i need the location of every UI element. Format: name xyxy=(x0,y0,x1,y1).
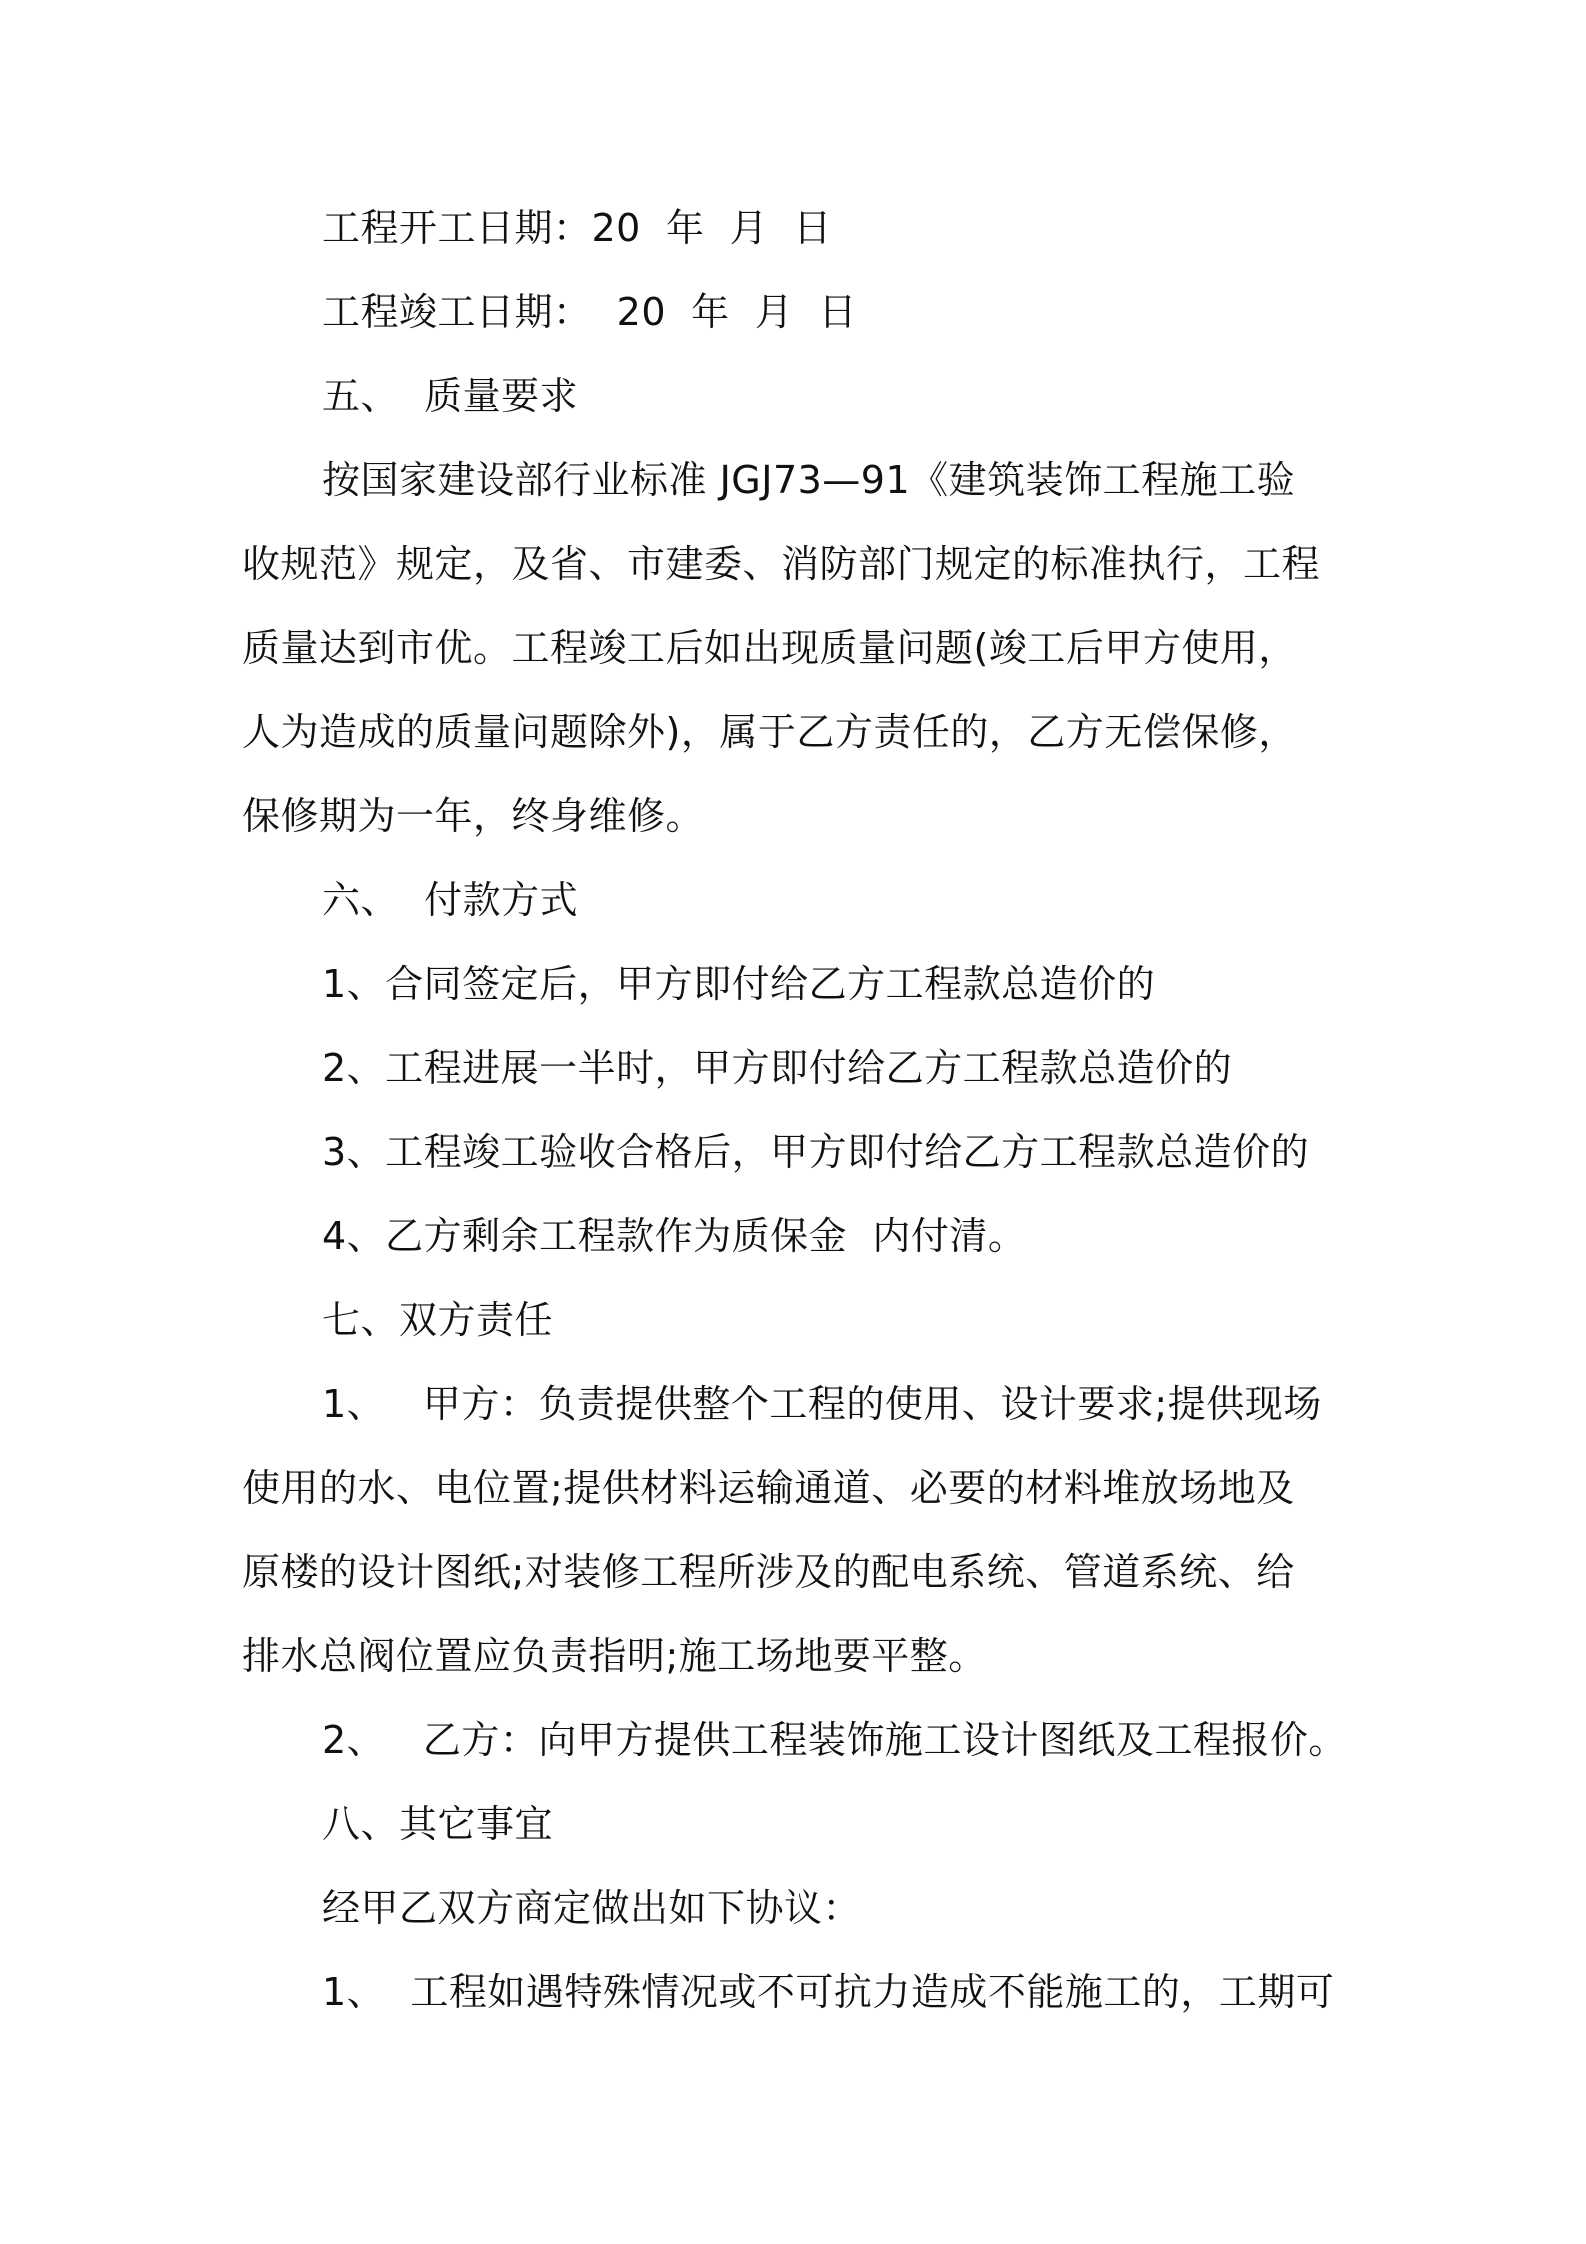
paragraph-line: 质量达到市优。工程竣工后如出现质量问题(竣工后甲方使用， xyxy=(242,626,1297,670)
paragraph-line: 保修期为一年，终身维修。 xyxy=(242,794,705,838)
section-heading-responsibilities: 七、双方责任 xyxy=(322,1298,554,1342)
paragraph-line: 经甲乙双方商定做出如下协议： xyxy=(322,1886,862,1930)
list-item: 1、 甲方：负责提供整个工程的使用、设计要求;提供现场 xyxy=(322,1382,1322,1426)
paragraph-line: 人为造成的质量问题除外)，属于乙方责任的，乙方无偿保修， xyxy=(242,710,1297,754)
list-item: 2、工程进展一半时，甲方即付给乙方工程款总造价的 xyxy=(322,1046,1233,1090)
paragraph-line: 收规范》规定，及省、市建委、消防部门规定的标准执行，工程 xyxy=(242,542,1321,586)
start-date-line: 工程开工日期：20 年 月 日 xyxy=(322,206,832,250)
list-item: 1、 工程如遇特殊情况或不可抗力造成不能施工的，工期可 xyxy=(322,1970,1335,2014)
paragraph-line: 原楼的设计图纸;对装修工程所涉及的配电系统、管道系统、给 xyxy=(242,1550,1295,1594)
section-heading-payment: 六、 付款方式 xyxy=(322,878,579,922)
section-heading-other: 八、其它事宜 xyxy=(322,1802,554,1846)
paragraph-line: 使用的水、电位置;提供材料运输通道、必要的材料堆放场地及 xyxy=(242,1466,1295,1510)
list-item: 3、工程竣工验收合格后，甲方即付给乙方工程款总造价的 xyxy=(322,1130,1310,1174)
paragraph-line: 排水总阀位置应负责指明;施工场地要平整。 xyxy=(242,1634,987,1678)
section-heading-quality: 五、 质量要求 xyxy=(322,374,579,418)
list-item: 2、 乙方：向甲方提供工程装饰施工设计图纸及工程报价。 xyxy=(322,1718,1347,1762)
list-item: 4、乙方剩余工程款作为质保金 内付清。 xyxy=(322,1214,1027,1258)
list-item: 1、合同签定后，甲方即付给乙方工程款总造价的 xyxy=(322,962,1156,1006)
completion-date-line: 工程竣工日期： 20 年 月 日 xyxy=(322,290,857,334)
paragraph-line: 按国家建设部行业标准 JGJ73—91《建筑装饰工程施工验 xyxy=(322,458,1296,502)
